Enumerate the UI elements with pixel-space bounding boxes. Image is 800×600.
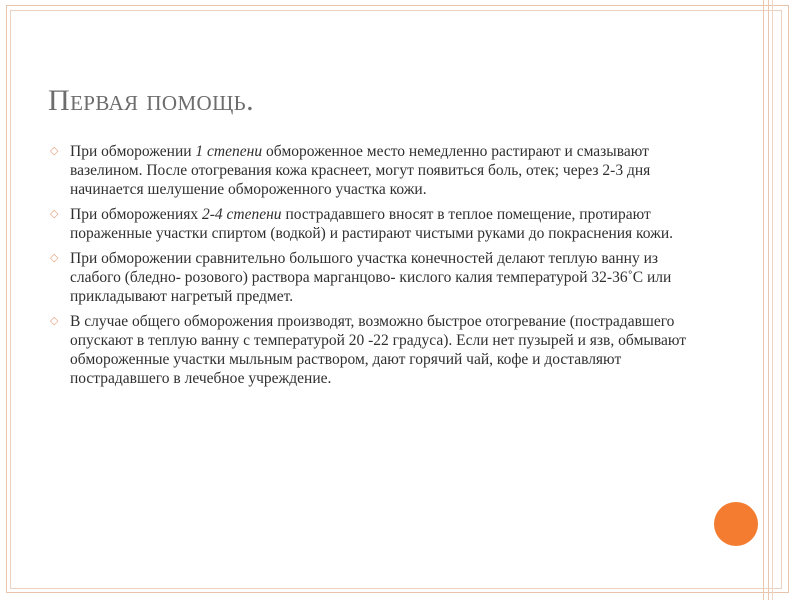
bullet-item [50,249,705,306]
bullet-text-lead: При обморожении сравнительно большого участка конечностей делают теплую ванну из слабого (бледно- розового) раствора марганцово- кислого калия температурой 32-36˚С или прикладывают нагретый предмет. [70,250,672,305]
bullet-text-emphasis: 2-4 степени [202,206,282,223]
diamond-bullet-icon: ◇ [50,207,59,220]
diamond-bullet-icon: ◇ [50,314,59,327]
bullet-item [50,205,705,243]
diamond-bullet-icon: ◇ [50,251,59,264]
decorative-vertical-line [763,0,764,600]
bullet-list [50,142,705,394]
orange-circle-decoration [714,502,758,546]
bullet-text-lead: При обморожениях [70,206,202,223]
bullet-text-rest: обмороженное место немедленно растирают и смазывают вазелином. После отогревания кожа краснеет, могут появиться боль, отек; через 2-3 дня начинается шелушение обмороженного участка кожи. [70,143,651,198]
bullet-text-rest: пострадавшего вносят в теплое помещение, протирают пораженные участки спиртом (водкой) и растирают чистыми руками до покраснения кожи. [70,206,674,242]
bullet-text-emphasis: 1 степени [195,143,263,160]
bullet-text [70,313,686,387]
diamond-bullet-icon: ◇ [50,144,59,157]
bullet-text-lead: При обморожении [70,143,196,160]
bullet-text [70,206,673,242]
bullet-text-lead: В случае общего обморожения производят, возможно быстрое отогревание (пострадавшего опускают в теплую ванну с температурой 20 -22 градуса). Если нет пузырей и язв, обмывают обмороженные участки мыльным раствором, дают горячий чай, кофе и доставляют пострадавшего в лечебное учреждение. [70,313,686,387]
decorative-vertical-line [768,0,769,600]
bullet-text [70,250,671,305]
bullet-item [50,142,705,199]
bullet-item [50,312,705,388]
slide-title: Первая помощь. [48,84,255,117]
decorative-vertical-line [772,0,773,600]
bullet-text [70,143,650,198]
